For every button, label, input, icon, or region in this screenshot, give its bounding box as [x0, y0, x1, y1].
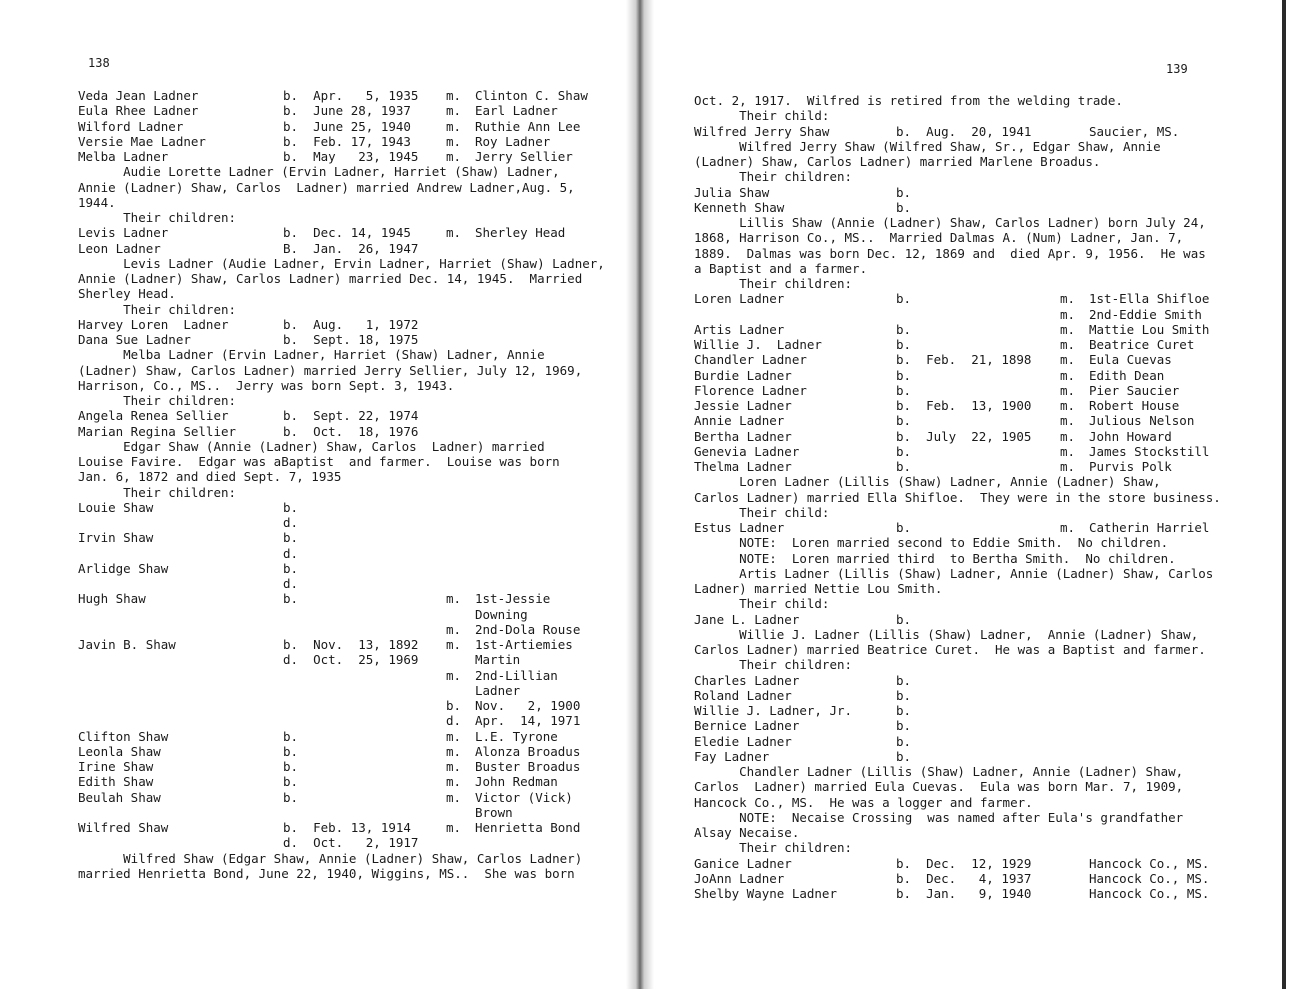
birth-death-date: b. — [896, 184, 912, 200]
right-page — [640, 0, 1292, 989]
marker: m. — [1060, 321, 1076, 337]
text-line: Carlos Ladner) married Ella Shifloe. They were in the store business. — [694, 489, 1221, 505]
text-line: Willie J. Ladner (Lillis (Shaw) Ladner, Annie (Ladner) Shaw, — [694, 626, 1199, 642]
spouse-or-place: John Howard — [1089, 428, 1172, 444]
birth-death-date: b. — [283, 499, 299, 515]
text-line: Lillis Shaw (Annie (Ladner) Shaw, Carlos Ladner) born July 24, — [694, 215, 1206, 230]
text-line: Audie Lorette Ladner (Ervin Ladner, Harriet (Shaw) Ladner, — [78, 164, 560, 180]
text-line: (Ladner) Shaw, Carlos Ladner) married Jerry Sellier, July 12, 1969, — [78, 362, 583, 378]
text-line: Levis Ladner (Audie Ladner, Ervin Ladner, Harriet (Shaw) Ladner, — [78, 255, 605, 271]
text-line: Alsay Necaise. — [694, 825, 800, 840]
person-name: Jessie Ladner — [694, 398, 792, 413]
birth-death-date: b. Sept. 22, 1974 — [283, 408, 419, 424]
person-name: Bertha Ladner — [694, 428, 792, 444]
marker: m. — [446, 103, 462, 119]
birth-death-date: b. — [283, 728, 299, 744]
person-name: Hugh Shaw — [78, 591, 146, 607]
birth-death-date: b. — [283, 530, 299, 546]
person-name: Ganice Ladner — [694, 855, 792, 871]
person-name: Burdie Ladner — [694, 367, 792, 383]
spouse-or-place: Robert House — [1089, 398, 1180, 413]
person-name: Dana Sue Ladner — [78, 332, 191, 347]
birth-death-date: d. — [283, 545, 299, 561]
marker: m. — [446, 728, 462, 744]
person-name: Willie J. Ladner — [694, 337, 822, 352]
person-name: Julia Shaw — [694, 184, 770, 200]
birth-death-date: b. — [283, 759, 299, 774]
spouse-or-place: Eula Cuevas — [1089, 352, 1172, 368]
birth-death-date: b. — [896, 733, 912, 749]
birth-death-date: b. Aug. 1, 1972 — [283, 316, 419, 332]
person-name: Genevia Ladner — [694, 443, 800, 459]
birth-death-date: b. — [896, 459, 912, 474]
spouse-or-place: John Redman — [475, 774, 558, 790]
marker: m. — [446, 637, 462, 652]
person-name: Eula Rhee Ladner — [78, 103, 199, 119]
text-line: Carlos Ladner) married Beatrice Curet. He was a Baptist and farmer. — [694, 642, 1206, 657]
text-line: Sherley Head. — [78, 286, 176, 302]
spouse-or-place: Julious Nelson — [1089, 413, 1195, 429]
person-name: Annie Ladner — [694, 413, 785, 429]
person-name: Thelma Ladner — [694, 459, 792, 474]
marker: m. — [446, 774, 462, 790]
spouse-or-place: Roy Ladner — [475, 133, 551, 149]
birth-death-date: b. Feb. 13, 1914 — [283, 820, 411, 835]
spouse-or-place: Alonza Broadus — [475, 743, 581, 759]
person-name: Arlidge Shaw — [78, 560, 169, 576]
marker: m. — [446, 133, 462, 149]
marker: m. — [446, 743, 462, 759]
birth-death-date: B. Jan. 26, 1947 — [283, 240, 419, 256]
person-name: Harvey Loren Ladner — [78, 316, 229, 332]
marker: m. — [1060, 459, 1076, 474]
birth-death-date: b. Dec. 14, 1945 — [283, 225, 411, 241]
marker: m. — [446, 621, 462, 637]
birth-death-date: b. — [896, 443, 912, 459]
text-line: (Ladner) Shaw, Carlos Ladner) married Marlene Broadus. — [694, 154, 1101, 169]
spouse-or-place: Hancock Co., MS. — [1089, 870, 1210, 886]
spouse-or-place: Buster Broadus — [475, 759, 581, 774]
text-line: NOTE: Loren married second to Eddie Smith. No children. — [694, 535, 1169, 551]
marker: m. — [1060, 367, 1076, 383]
person-name: Leonla Shaw — [78, 743, 161, 759]
spouse-or-place: Hancock Co., MS. — [1089, 886, 1210, 901]
marker: m. — [446, 149, 462, 164]
birth-death-date: b. Oct. 18, 1976 — [283, 423, 419, 439]
text-line: Their child: — [694, 504, 830, 520]
marker: m. — [446, 225, 462, 241]
marker: m. — [1060, 413, 1076, 429]
person-name: Marian Regina Sellier — [78, 423, 237, 439]
birth-death-date: b. — [896, 748, 912, 764]
person-name: Angela Renea Sellier — [78, 408, 229, 424]
person-name: Estus Ladner — [694, 520, 785, 535]
person-name: Charles Ladner — [694, 672, 800, 688]
text-line: Their children: — [694, 169, 853, 185]
text-line: Their children: — [78, 484, 237, 500]
spouse-or-place: Martin — [475, 652, 521, 668]
text-line: NOTE: Necaise Crossing was named after Eula's grandfather — [694, 809, 1184, 825]
spouse-or-place: 1st-Jessie — [475, 591, 551, 607]
birth-death-date: b. — [896, 321, 912, 337]
person-name: Melba Ladner — [78, 149, 169, 164]
page-number: 138 — [88, 56, 110, 70]
birth-death-date: b. — [896, 367, 912, 383]
person-name: Wilford Ladner — [78, 118, 184, 134]
spouse-or-place: Victor (Vick) — [475, 789, 573, 805]
spouse-or-place: Downing — [475, 606, 528, 622]
text-line: Artis Ladner (Lillis (Shaw) Ladner, Annie (Ladner) Shaw, Carlos — [694, 565, 1214, 581]
person-name: JoAnn Ladner — [694, 870, 785, 886]
marker: m. — [1060, 520, 1076, 535]
birth-death-date: b. — [283, 774, 299, 790]
birth-death-date: d. Oct. 2, 1917 — [283, 835, 419, 851]
text-line: Jan. 6, 1872 and died Sept. 7, 1935 — [78, 469, 342, 485]
marker: b. — [446, 698, 462, 713]
text-line: a Baptist and a farmer. — [694, 260, 868, 276]
marker: m. — [1060, 398, 1076, 413]
spouse-or-place: 2nd-Lillian — [475, 667, 558, 683]
marker: m. — [1060, 443, 1076, 459]
birth-death-date: b. Sept. 18, 1975 — [283, 332, 419, 347]
birth-death-date: b. Dec. 12, 1929 — [896, 855, 1032, 871]
birth-death-date: b. Dec. 4, 1937 — [896, 870, 1032, 886]
person-name: Bernice Ladner — [694, 718, 800, 734]
text-line: Their children: — [694, 276, 853, 291]
marker: m. — [1060, 352, 1076, 368]
marker: m. — [446, 118, 462, 134]
birth-death-date: b. — [896, 291, 912, 307]
text-line: Edgar Shaw (Annie (Ladner) Shaw, Carlos Ladner) married — [78, 438, 545, 454]
spouse-or-place: 2nd-Eddie Smith — [1089, 306, 1202, 322]
book-gutter — [626, 0, 654, 989]
spouse-or-place: Earl Ladner — [475, 103, 558, 119]
text-line: Wilfred Shaw (Edgar Shaw, Annie (Ladner) Shaw, Carlos Ladner) — [78, 850, 583, 866]
birth-death-date: b. June 28, 1937 — [283, 103, 411, 119]
birth-death-date: d. — [283, 515, 299, 530]
person-name: Leon Ladner — [78, 240, 161, 256]
birth-death-date: b. Nov. 13, 1892 — [283, 637, 419, 652]
marker: m. — [446, 591, 462, 607]
marker: d. — [446, 713, 462, 729]
person-name: Javin B. Shaw — [78, 637, 176, 652]
marker: m. — [1060, 291, 1076, 307]
spouse-or-place: Ruthie Ann Lee — [475, 118, 581, 134]
person-name: Levis Ladner — [78, 225, 169, 241]
person-name: Florence Ladner — [694, 382, 807, 398]
spouse-or-place: Jerry Sellier — [475, 149, 573, 164]
spouse-or-place: Clinton C. Shaw — [475, 88, 588, 103]
left-page — [0, 0, 640, 989]
person-name: Artis Ladner — [694, 321, 785, 337]
text-line: Harrison, Co., MS.. Jerry was born Sept. 3, 1943. — [78, 377, 455, 393]
marker: m. — [1060, 382, 1076, 398]
birth-death-date: d. — [283, 576, 299, 591]
spouse-or-place: Apr. 14, 1971 — [475, 713, 581, 729]
person-name: Eledie Ladner — [694, 733, 792, 749]
person-name: Edith Shaw — [78, 774, 154, 790]
person-name: Kenneth Shaw — [694, 199, 785, 215]
spouse-or-place: Henrietta Bond — [475, 820, 581, 835]
birth-death-date: b. — [896, 520, 912, 535]
text-line: Their child: — [694, 596, 830, 612]
text-line: 1944. — [78, 194, 116, 210]
birth-death-date: b. — [896, 672, 912, 688]
text-line: 1889. Dalmas was born Dec. 12, 1869 and died Apr. 9, 1956. He was — [694, 245, 1206, 261]
text-line: 1868, Harrison Co., MS.. Married Dalmas A. (Num) Ladner, Jan. 7, — [694, 230, 1184, 246]
birth-death-date: b. June 25, 1940 — [283, 118, 411, 134]
birth-death-date: b. — [896, 718, 912, 734]
birth-death-date: b. — [283, 789, 299, 805]
birth-death-date: b. — [896, 611, 912, 627]
text-line: Louise Favire. Edgar was aBaptist and farmer. Louise was born — [78, 454, 560, 469]
spouse-or-place: Mattie Lou Smith — [1089, 321, 1210, 337]
text-line: Melba Ladner (Ervin Ladner, Harriet (Shaw) Ladner, Annie — [78, 347, 545, 363]
person-name: Willie J. Ladner, Jr. — [694, 703, 853, 718]
marker: m. — [446, 667, 462, 683]
text-line: Loren Ladner (Lillis (Shaw) Ladner, Annie (Ladner) Shaw, — [694, 474, 1161, 490]
text-line: Annie (Ladner) Shaw, Carlos Ladner) married Dec. 14, 1945. Married — [78, 271, 583, 286]
marker: m. — [1060, 428, 1076, 444]
spouse-or-place: Purvis Polk — [1089, 459, 1172, 474]
marker: m. — [446, 820, 462, 835]
person-name: Veda Jean Ladner — [78, 88, 199, 103]
person-name: Louie Shaw — [78, 499, 154, 515]
person-name: Wilfred Shaw — [78, 820, 169, 835]
text-line: Ladner) married Nettie Lou Smith. — [694, 581, 943, 596]
page-number: 139 — [1166, 62, 1188, 76]
text-line: Wilfred Jerry Shaw (Wilfred Shaw, Sr., Edgar Shaw, Annie — [694, 138, 1161, 154]
birth-death-date: b. Feb. 21, 1898 — [896, 352, 1032, 368]
spouse-or-place: Ladner — [475, 682, 521, 698]
spouse-or-place: James Stockstill — [1089, 443, 1210, 459]
page-edge — [1282, 0, 1286, 989]
birth-death-date: b. — [896, 703, 912, 718]
marker: m. — [446, 88, 462, 103]
spouse-or-place: 1st-Artiemies — [475, 637, 573, 652]
birth-death-date: b. — [896, 337, 912, 352]
spouse-or-place: Hancock Co., MS. — [1089, 855, 1210, 871]
birth-death-date: b. Feb. 13, 1900 — [896, 398, 1032, 413]
birth-death-date: b. Aug. 20, 1941 — [896, 123, 1032, 139]
birth-death-date: d. Oct. 25, 1969 — [283, 652, 419, 668]
person-name: Fay Ladner — [694, 748, 770, 764]
birth-death-date: b. July 22, 1905 — [896, 428, 1032, 444]
spouse-or-place: Sherley Head — [475, 225, 566, 241]
text-line: Their children: — [78, 210, 237, 225]
spouse-or-place: Catherin Harriel — [1089, 520, 1210, 535]
marker: m. — [1060, 306, 1076, 322]
text-line: NOTE: Loren married third to Bertha Smith. No children. — [694, 550, 1176, 566]
text-line: Their children: — [694, 657, 853, 673]
marker: m. — [446, 759, 462, 774]
birth-death-date: b. — [896, 413, 912, 429]
person-name: Versie Mae Ladner — [78, 133, 206, 149]
person-name: Loren Ladner — [694, 291, 785, 307]
spouse-or-place: 1st-Ella Shifloe — [1089, 291, 1210, 307]
text-line: Annie (Ladner) Shaw, Carlos Ladner) married Andrew Ladner,Aug. 5, — [78, 179, 575, 195]
spouse-or-place: Nov. 2, 1900 — [475, 698, 581, 713]
text-line: Hancock Co., MS. He was a logger and farmer. — [694, 794, 1033, 810]
text-line: Oct. 2, 1917. Wilfred is retired from the welding trade. — [694, 93, 1123, 108]
person-name: Irvin Shaw — [78, 530, 154, 546]
person-name: Shelby Wayne Ladner — [694, 886, 837, 901]
birth-death-date: b. — [283, 560, 299, 576]
text-line: Their children: — [78, 301, 237, 317]
spouse-or-place: Edith Dean — [1089, 367, 1165, 383]
spouse-or-place: Brown — [475, 804, 513, 820]
spouse-or-place: Saucier, MS. — [1089, 123, 1180, 139]
marker: m. — [446, 789, 462, 805]
text-line: married Henrietta Bond, June 22, 1940, Wiggins, MS.. She was born — [78, 865, 575, 881]
person-name: Irine Shaw — [78, 759, 154, 774]
person-name: Roland Ladner — [694, 687, 792, 703]
spouse-or-place: L.E. Tyrone — [475, 728, 558, 744]
birth-death-date: b. Apr. 5, 1935 — [283, 88, 419, 103]
spouse-or-place: 2nd-Dola Rouse — [475, 621, 581, 637]
spouse-or-place: Pier Saucier — [1089, 382, 1180, 398]
marker: m. — [1060, 337, 1076, 352]
person-name: Chandler Ladner — [694, 352, 807, 368]
birth-death-date: b. — [283, 743, 299, 759]
birth-death-date: b. Jan. 9, 1940 — [896, 886, 1032, 901]
spouse-or-place: Beatrice Curet — [1089, 337, 1195, 352]
text-line: Chandler Ladner (Lillis (Shaw) Ladner, Annie (Ladner) Shaw, — [694, 764, 1184, 779]
person-name: Wilfred Jerry Shaw — [694, 123, 830, 139]
text-line: Their children: — [694, 840, 853, 856]
birth-death-date: b. Feb. 17, 1943 — [283, 133, 411, 149]
birth-death-date: b. — [896, 382, 912, 398]
birth-death-date: b. — [896, 199, 912, 215]
text-line: Their child: — [694, 108, 830, 124]
birth-death-date: b. May 23, 1945 — [283, 149, 419, 164]
person-name: Beulah Shaw — [78, 789, 161, 805]
birth-death-date: b. — [283, 591, 299, 607]
person-name: Jane L. Ladner — [694, 611, 800, 627]
person-name: Clifton Shaw — [78, 728, 169, 744]
text-line: Carlos Ladner) married Eula Cuevas. Eula was born Mar. 7, 1909, — [694, 779, 1184, 795]
text-line: Their children: — [78, 393, 237, 408]
birth-death-date: b. — [896, 687, 912, 703]
